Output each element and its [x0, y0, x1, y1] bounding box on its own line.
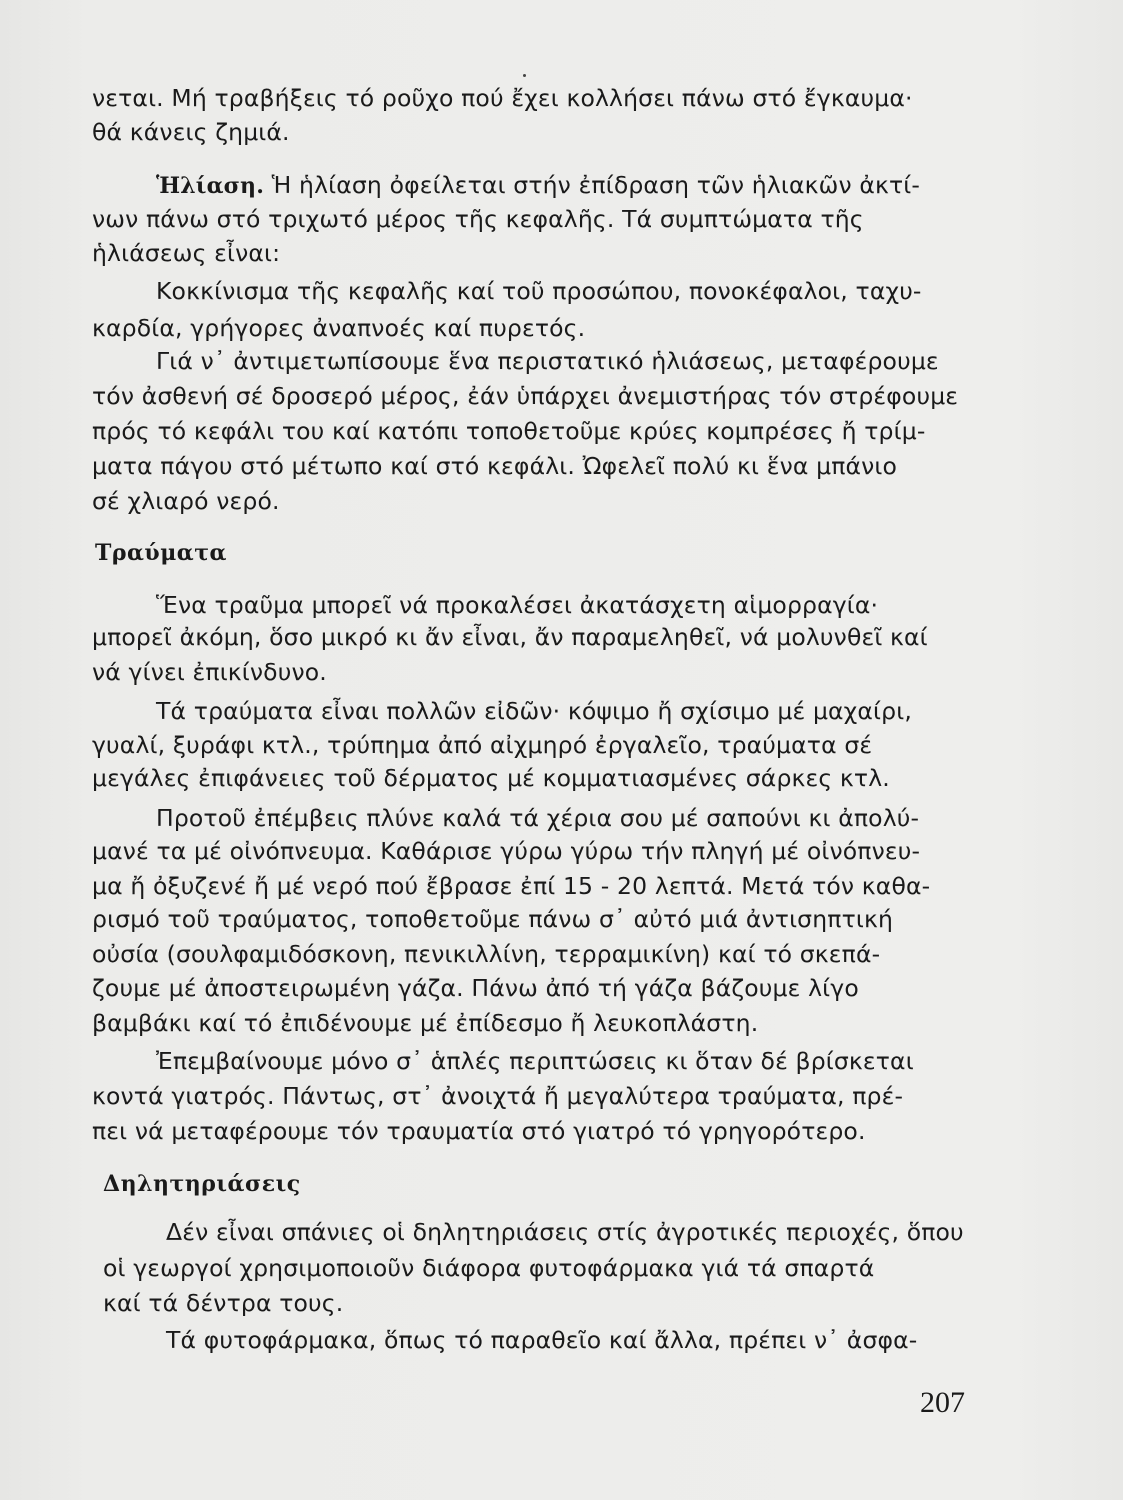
text-line: Κοκκίνισμα τῆς κεφαλῆς καί τοῦ προσώπου, πονοκέφαλοι, ταχυ- [156, 277, 922, 305]
text-line: οὐσία (σουλφαμιδόσκονη, πενικιλλίνη, τερραμικίνη) καί τό σκεπά- [92, 940, 881, 968]
text-line: ζουμε μέ ἀποστειρωμένη γάζα. Πάνω ἀπό τή γάζα βάζουμε λίγο [92, 974, 859, 1002]
text-line: τόν ἀσθενή σέ δροσερό μέρος, ἐάν ὑπάρχει ἀνεμιστήρας τόν στρέφουμε [92, 382, 959, 410]
text-line: καρδία, γρήγορες ἀναπνοές καί πυρετός. [92, 314, 586, 342]
text-line: Τά φυτοφάρμακα, ὅπως τό παραθεῖο καί ἄλλα, πρέπει ν᾿ ἀσφα- [166, 1326, 918, 1354]
speck [523, 74, 526, 77]
text-line: καί τά δέντρα τους. [103, 1289, 344, 1317]
paragraph-heliasi [156, 170, 968, 200]
text-line: Προτοῦ ἐπέμβεις πλύνε καλά τά χέρια σου μέ σαπούνι κι ἀπολύ- [156, 804, 920, 832]
text-line: νων πάνω στό τριχωτό μέρος τῆς κεφαλῆς. Τά συμπτώματα τῆς [92, 205, 864, 233]
text-line: βαμβάκι καί τό ἐπιδένουμε μέ ἐπίδεσμο ἤ λευκοπλάστη. [92, 1009, 759, 1037]
text-line: Γιά ν᾿ ἀντιμετωπίσουμε ἕνα περιστατικό ἡλιάσεως, μεταφέρουμε [156, 347, 939, 375]
text-line: μπορεῖ ἀκόμη, ὅσο μικρό κι ἄν εἶναι, ἄν παραμεληθεῖ, νά μολυνθεῖ καί [92, 623, 928, 651]
text-line: θά κάνεις ζημιά. [92, 118, 290, 146]
text-line: μα ἤ ὀξυζενέ ἤ μέ νερό πού ἔβρασε ἐπί 15 - 20 λεπτά. Μετά τόν καθα- [92, 872, 931, 900]
heliasi-title: Ἡλίαση. [156, 173, 264, 199]
text-line: Τά τραύματα εἶναι πολλῶν εἰδῶν· κόψιμο ἤ σχίσιμο μέ μαχαίρι, [156, 697, 912, 725]
text-line: γυαλί, ξυράφι κτλ., τρύπημα ἀπό αἰχμηρό ἐργαλεῖο, τραύματα σέ [92, 731, 873, 759]
text-line: ρισμό τοῦ τραύματος, τοποθετοῦμε πάνω σ᾿ αὐτό μιά ἀντισηπτική [92, 905, 894, 933]
page-number: 207 [920, 1386, 965, 1419]
text-line: Ἡ ἡλίαση ὀφείλεται στήν ἐπίδραση τῶν ἡλιακῶν ἀκτί- [271, 171, 921, 199]
text-line: σέ χλιαρό νερό. [92, 487, 280, 515]
text-line: πρός τό κεφάλι του καί κατόπι τοποθετοῦμε κρύες κομπρέσες ἤ τρίμ- [92, 417, 926, 445]
text-line: νά γίνει ἐπικίνδυνο. [92, 658, 327, 686]
text-line: ἡλιάσεως εἶναι: [92, 239, 281, 267]
section-heading-dilitiriaseis: Δηλητηριάσεις [103, 1171, 301, 1197]
text-line: μανέ τα μέ οἰνόπνευμα. Καθάρισε γύρω γύρω τήν πληγή μέ οἰνόπνευ- [92, 837, 921, 865]
text-line: ματα πάγου στό μέτωπο καί στό κεφάλι. Ὠφελεῖ πολύ κι ἕνα μπάνιο [92, 452, 898, 480]
section-heading-traumata: Τραύματα [95, 540, 227, 566]
text-line: μεγάλες ἐπιφάνειες τοῦ δέρματος μέ κομματιασμένες σάρκες κτλ. [92, 764, 890, 792]
text-line: κοντά γιατρός. Πάντως, στ᾿ ἀνοιχτά ἤ μεγαλύτερα τραύματα, πρέ- [92, 1082, 904, 1110]
text-line: οἱ γεωργοί χρησιμοποιοῦν διάφορα φυτοφάρμακα γιά τά σπαρτά [103, 1254, 875, 1282]
text-line: Ἕνα τραῦμα μπορεῖ νά προκαλέσει ἀκατάσχετη αἱμορραγία· [156, 591, 879, 619]
text-line: νεται. Μή τραβήξεις τό ροῦχο πού ἔχει κολλήσει πάνω στό ἔγκαυμα· [92, 84, 913, 112]
text-line: Ἐπεμβαίνουμε μόνο σ᾿ ἁπλές περιπτώσεις κι ὅταν δέ βρίσκεται [156, 1047, 914, 1075]
text-line: πει νά μεταφέρουμε τόν τραυματία στό γιατρό τό γρηγορότερο. [92, 1117, 866, 1145]
text-line: Δέν εἶναι σπάνιες οἱ δηλητηριάσεις στίς ἀγροτικές περιοχές, ὅπου [166, 1218, 964, 1246]
